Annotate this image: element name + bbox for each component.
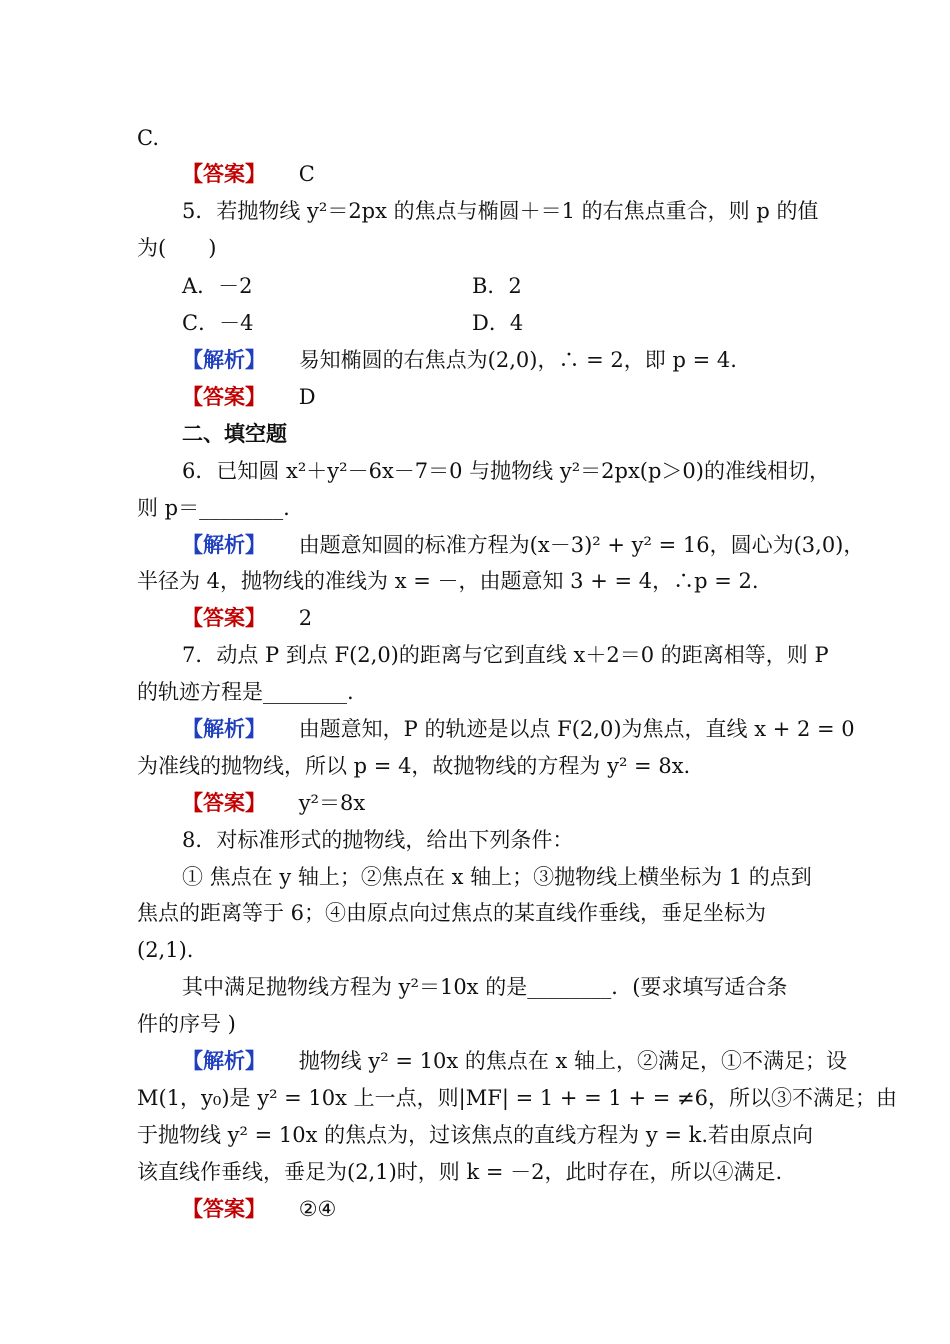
- analysis-label: 【解析】: [182, 348, 266, 372]
- q8-analysis-line4: 该直线作垂线，垂足为(2,1)时，则 k = －2，此时存在，所以④满足.: [137, 1160, 783, 1184]
- q5-line1: 5．若抛物线 y²＝2px 的焦点与椭圆＋＝1 的右焦点重合，则 p 的值: [182, 199, 819, 223]
- q6-analysis-line2: 半径为 4，抛物线的准线为 x = －，由题意知 3 + = 4，∴p = 2.: [137, 569, 759, 593]
- answer-label: 【答案】: [182, 791, 266, 815]
- q7-line2: 的轨迹方程是________.: [137, 680, 354, 704]
- answer-4-row: [182, 160, 315, 188]
- q6-analysis-text: 由题意知圆的标准方程为(x－3)² + y² = 16，圆心为(3,0)，: [298, 533, 865, 557]
- answer-6-value: 2: [298, 606, 313, 630]
- q8-analysis-line2: M(1，y₀)是 y² = 10x 上一点，则|MF| = 1 + = 1 + = ≠6，所以③不满足；由: [137, 1086, 897, 1110]
- q8-analysis-row: [182, 1047, 847, 1075]
- answer-7-value: y²＝8x: [298, 791, 366, 815]
- analysis-label: 【解析】: [182, 717, 266, 741]
- answer-label: 【答案】: [182, 1197, 266, 1221]
- q6-line1: 6．已知圆 x²＋y²－6x－7＝0 与抛物线 y²＝2px(p＞0)的准线相切，: [182, 459, 830, 483]
- q8-analysis-text: 抛物线 y² = 10x 的焦点在 x 轴上，②满足，①不满足；设: [298, 1049, 848, 1073]
- answer-8-row: [182, 1195, 336, 1223]
- q7-line1: 7．动点 P 到点 F(2,0)的距离与它到直线 x＋2＝0 的距离相等，则 P: [182, 643, 829, 667]
- answer-label: 【答案】: [182, 162, 266, 186]
- analysis-label: 【解析】: [182, 533, 266, 557]
- section-heading: 二、填空题: [182, 422, 287, 446]
- q5-option-b: B．2: [472, 274, 522, 298]
- answer-7-row: [182, 789, 365, 817]
- analysis-label: 【解析】: [182, 1049, 266, 1073]
- q5-analysis-text: 易知椭圆的右焦点为(2,0)，∴ = 2，即 p = 4.: [298, 348, 737, 372]
- q7-analysis-line2: 为准线的抛物线，所以 p = 4，故抛物线的方程为 y² = 8x.: [137, 754, 691, 778]
- q7-analysis-row: [182, 715, 855, 743]
- q6-analysis-row: [182, 531, 864, 559]
- option-c-top: C.: [137, 126, 159, 150]
- answer-8-value: ②④: [298, 1197, 337, 1221]
- answer-label: 【答案】: [182, 385, 266, 409]
- q8-line3: 焦点的距离等于 6；④由原点向过焦点的某直线作垂线，垂足坐标为: [137, 901, 767, 925]
- q7-analysis-text: 由题意知，P 的轨迹是以点 F(2,0)为焦点，直线 x + 2 = 0: [298, 717, 855, 741]
- q5-analysis-row: [182, 346, 737, 374]
- q8-line4: (2,1).: [137, 938, 194, 962]
- q8-line1: 8．对标准形式的抛物线，给出下列条件：: [182, 828, 574, 852]
- q8-line2: ① 焦点在 y 轴上；②焦点在 x 轴上；③抛物线上横坐标为 1 的点到: [182, 865, 812, 889]
- q8-line5: 其中满足抛物线方程为 y²＝10x 的是________．(要求填写适合条: [182, 975, 788, 999]
- q8-line6: 件的序号 ): [137, 1012, 236, 1036]
- q8-analysis-line3: 于抛物线 y² = 10x 的焦点为，过该焦点的直线方程为 y = k.若由原点向: [137, 1123, 814, 1147]
- answer-label: 【答案】: [182, 606, 266, 630]
- answer-6-row: [182, 604, 312, 632]
- q5-option-d: D．4: [472, 311, 524, 335]
- q6-line2: 则 p＝________.: [137, 496, 290, 520]
- q5-line2: 为( ): [137, 236, 217, 260]
- answer-5-value: D: [298, 385, 316, 409]
- q5-option-c: C．－4: [182, 311, 254, 335]
- answer-5-row: [182, 383, 316, 411]
- answer-4-value: C: [298, 162, 315, 186]
- q5-option-a: A．－2: [182, 274, 253, 298]
